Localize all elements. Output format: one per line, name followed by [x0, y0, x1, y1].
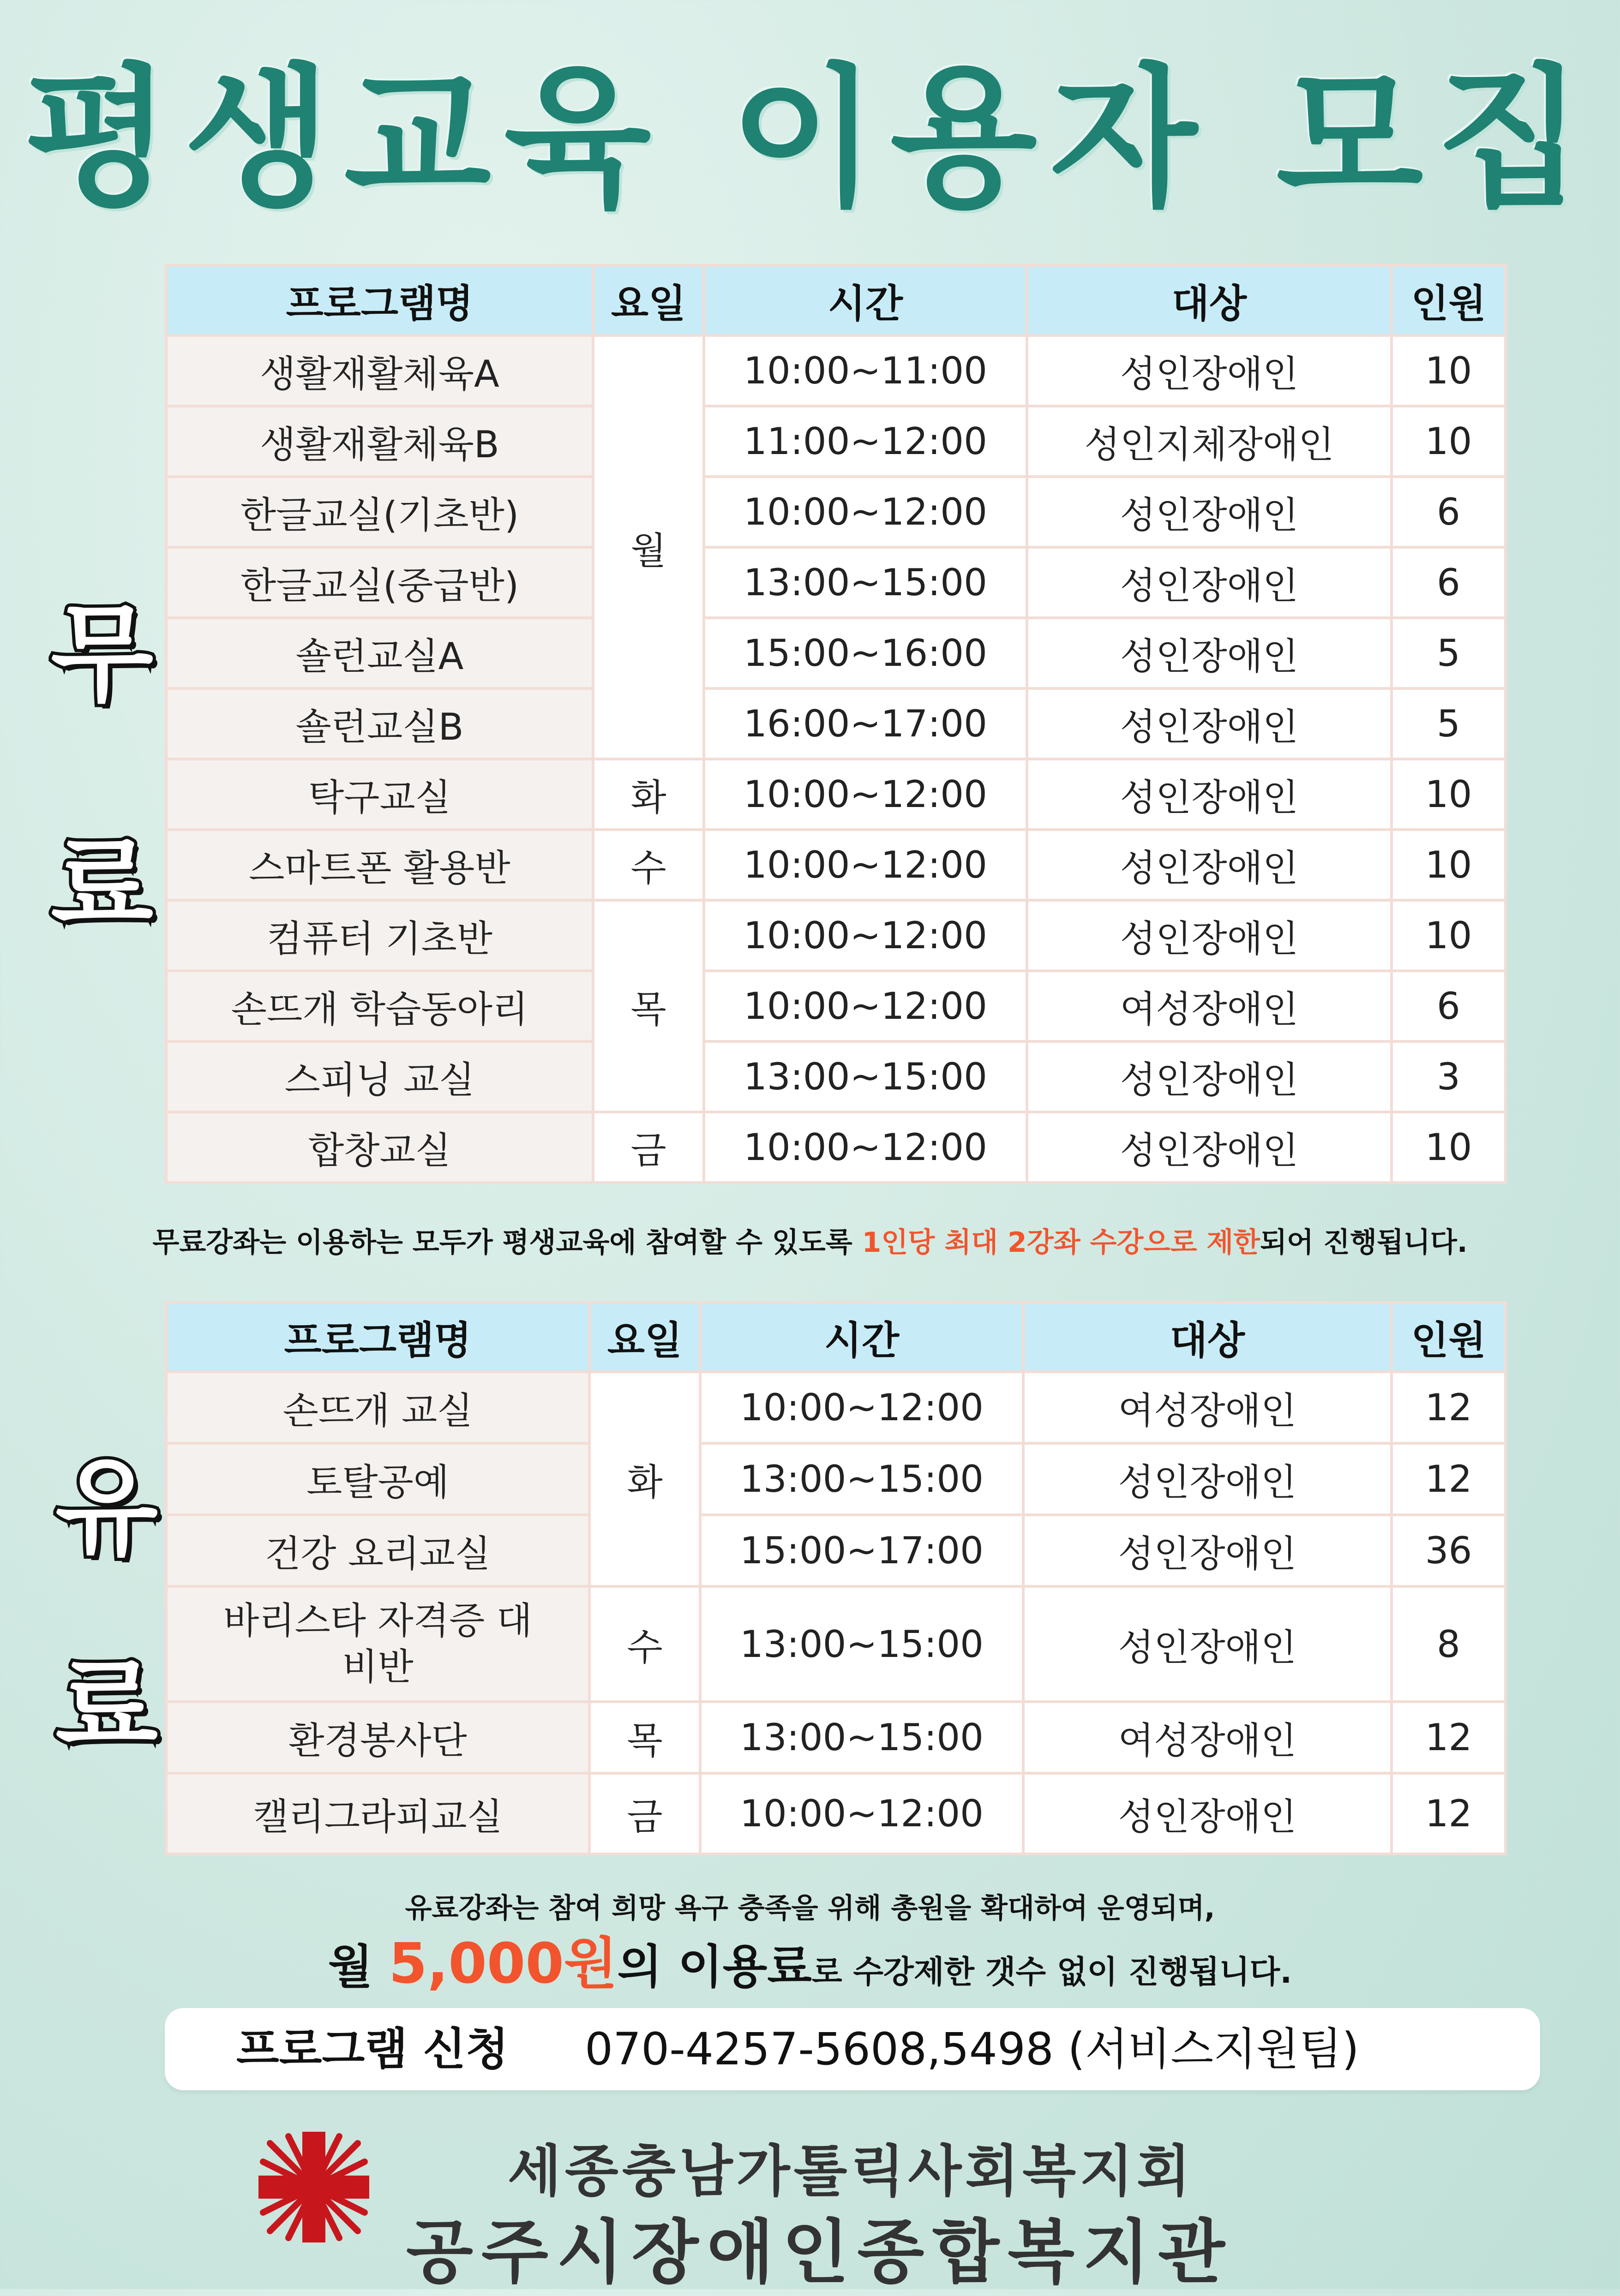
table-row	[166, 900, 1506, 971]
table-row	[166, 1443, 1506, 1515]
program-name: 생활재활체육B	[166, 406, 593, 477]
header-time: 시간	[700, 1303, 1023, 1372]
table-row	[166, 1702, 1506, 1773]
count-cell: 10	[1392, 335, 1506, 406]
table-row	[166, 1515, 1506, 1586]
table-row	[166, 406, 1506, 477]
program-name: 숄런교실B	[166, 688, 593, 759]
time-cell: 13:00~15:00	[700, 1586, 1023, 1702]
time-cell: 10:00~12:00	[704, 759, 1027, 830]
time-cell: 15:00~17:00	[700, 1515, 1023, 1586]
paid-note-line1: 유료강좌는 참여 희망 욕구 충족을 위해 총원을 확대하여 운영되며,	[405, 1892, 1215, 1925]
target-cell: 성인장애인	[1027, 759, 1392, 830]
program-name: 바리스타 자격증 대비반	[166, 1586, 589, 1702]
time-cell: 13:00~15:00	[700, 1443, 1023, 1515]
day-cell: 수	[593, 830, 704, 900]
header-day: 요일	[589, 1303, 700, 1372]
time-cell: 10:00~11:00	[704, 335, 1027, 406]
program-name: 손뜨개 교실	[166, 1372, 589, 1443]
fee-of: 의	[617, 1940, 678, 1994]
table-row	[166, 1041, 1506, 1112]
time-cell: 10:00~12:00	[704, 900, 1027, 971]
count-cell: 10	[1392, 830, 1506, 900]
free-program-table	[165, 264, 1507, 1184]
day-cell: 금	[589, 1773, 700, 1854]
page-title: 평생교육 이용자 모집	[24, 50, 1596, 227]
time-cell: 11:00~12:00	[704, 406, 1027, 477]
table-row	[166, 1586, 1506, 1702]
target-cell: 성인장애인	[1027, 830, 1392, 900]
count-cell: 6	[1392, 477, 1506, 547]
target-cell: 성인장애인	[1027, 1112, 1392, 1183]
day-cell: 월	[593, 335, 704, 759]
application-box	[165, 2008, 1540, 2090]
day-cell: 화	[593, 759, 704, 830]
time-cell: 16:00~17:00	[704, 688, 1027, 759]
time-cell: 13:00~15:00	[700, 1702, 1023, 1773]
program-name: 환경봉사단	[166, 1702, 589, 1773]
org-name: 공주시장애인종합복지관	[406, 2212, 1233, 2293]
time-cell: 10:00~12:00	[704, 1112, 1027, 1183]
header-target: 대상	[1027, 265, 1392, 335]
target-cell: 여성장애인	[1023, 1702, 1392, 1773]
count-cell: 5	[1392, 688, 1506, 759]
count-cell: 10	[1392, 1112, 1506, 1183]
table-row	[166, 759, 1506, 830]
program-name: 한글교실(기초반)	[166, 477, 593, 547]
target-cell: 성인장애인	[1023, 1586, 1392, 1702]
header-day: 요일	[593, 265, 704, 335]
table-header-row	[166, 1303, 1506, 1372]
program-name: 스마트폰 활용반	[166, 830, 593, 900]
target-cell: 성인장애인	[1027, 335, 1392, 406]
count-cell: 10	[1392, 900, 1506, 971]
target-cell: 성인장애인	[1027, 547, 1392, 618]
time-cell: 10:00~12:00	[704, 971, 1027, 1041]
time-cell: 10:00~12:00	[700, 1372, 1023, 1443]
target-cell: 성인장애인	[1023, 1773, 1392, 1854]
table-row	[166, 335, 1506, 406]
count-cell: 5	[1392, 618, 1506, 688]
count-cell: 3	[1392, 1041, 1506, 1112]
table-row	[166, 830, 1506, 900]
program-name: 손뜨개 학습동아리	[166, 971, 593, 1041]
count-cell: 12	[1392, 1773, 1506, 1854]
paid-note-line2	[0, 1919, 1620, 1999]
time-cell: 10:00~12:00	[704, 477, 1027, 547]
program-name: 생활재활체육A	[166, 335, 593, 406]
free-label-1: 무	[51, 593, 154, 717]
count-cell: 8	[1392, 1586, 1506, 1702]
apply-phone[interactable]: 070-4257-5608,5498 (서비스지원팀)	[585, 2023, 1359, 2075]
table-row	[166, 1372, 1506, 1443]
header-target: 대상	[1023, 1303, 1392, 1372]
program-name: 한글교실(중급반)	[166, 547, 593, 618]
table-row	[166, 1112, 1506, 1183]
fee-word: 이용료	[678, 1940, 812, 1994]
target-cell: 성인장애인	[1027, 688, 1392, 759]
count-cell: 12	[1392, 1702, 1506, 1773]
fee-amount: 5,000원	[389, 1932, 618, 1996]
time-cell: 10:00~12:00	[704, 830, 1027, 900]
program-name: 건강 요리교실	[166, 1515, 589, 1586]
program-name: 합창교실	[166, 1112, 593, 1183]
day-cell: 금	[593, 1112, 704, 1183]
free-note-highlight: 1인당 최대 2강좌 수강으로 제한	[862, 1226, 1260, 1259]
org-parent-name: 세종충남가톨릭사회복지회	[508, 2140, 1194, 2204]
time-cell: 15:00~16:00	[704, 618, 1027, 688]
target-cell: 성인장애인	[1027, 618, 1392, 688]
target-cell: 여성장애인	[1027, 971, 1392, 1041]
program-name: 토탈공예	[166, 1443, 589, 1515]
paid-label-1: 유	[55, 1447, 158, 1570]
header-count: 인원	[1392, 265, 1506, 335]
table-row	[166, 477, 1506, 547]
time-cell: 13:00~15:00	[704, 547, 1027, 618]
count-cell: 12	[1392, 1372, 1506, 1443]
free-course-note	[0, 1220, 1620, 1260]
header-count: 인원	[1392, 1303, 1506, 1372]
table-row	[166, 971, 1506, 1041]
table-row	[166, 688, 1506, 759]
count-cell: 36	[1392, 1515, 1506, 1586]
fee-month: 월	[328, 1940, 389, 1994]
count-cell: 10	[1392, 406, 1506, 477]
target-cell: 성인지체장애인	[1027, 406, 1392, 477]
time-cell: 13:00~15:00	[704, 1041, 1027, 1112]
free-label-2: 료	[51, 824, 154, 947]
target-cell: 성인장애인	[1027, 900, 1392, 971]
program-name: 숄런교실A	[166, 618, 593, 688]
fee-rest: 로 수강제한 갯수 없이 진행됩니다.	[811, 1954, 1292, 1991]
free-note-text-end: 되어 진행됩니다.	[1260, 1226, 1468, 1259]
header-time: 시간	[704, 265, 1027, 335]
program-name: 컴퓨터 기초반	[166, 900, 593, 971]
target-cell: 성인장애인	[1027, 477, 1392, 547]
count-cell: 10	[1392, 759, 1506, 830]
program-name: 캘리그라피교실	[166, 1773, 589, 1854]
target-cell: 성인장애인	[1023, 1443, 1392, 1515]
time-cell: 10:00~12:00	[700, 1773, 1023, 1854]
free-note-text: 무료강좌는 이용하는 모두가 평생교육에 참여할 수 있도록	[152, 1226, 862, 1259]
table-row	[166, 547, 1506, 618]
apply-label: 프로그램 신청	[236, 2023, 509, 2075]
program-name: 탁구교실	[166, 759, 593, 830]
day-cell: 목	[589, 1702, 700, 1773]
paid-label-2: 료	[55, 1645, 158, 1769]
count-cell: 12	[1392, 1443, 1506, 1515]
count-cell: 6	[1392, 971, 1506, 1041]
header-program: 프로그램명	[166, 265, 593, 335]
paid-program-table	[165, 1301, 1507, 1855]
header-program: 프로그램명	[166, 1303, 589, 1372]
table-row	[166, 1773, 1506, 1854]
day-cell: 화	[589, 1372, 700, 1586]
count-cell: 6	[1392, 547, 1506, 618]
day-cell: 목	[593, 900, 704, 1112]
target-cell: 성인장애인	[1023, 1515, 1392, 1586]
day-cell: 수	[589, 1586, 700, 1702]
table-header-row	[166, 265, 1506, 335]
table-row	[166, 618, 1506, 688]
caritas-logo-icon	[249, 2123, 378, 2252]
target-cell: 여성장애인	[1023, 1372, 1392, 1443]
target-cell: 성인장애인	[1027, 1041, 1392, 1112]
program-name: 스피닝 교실	[166, 1041, 593, 1112]
